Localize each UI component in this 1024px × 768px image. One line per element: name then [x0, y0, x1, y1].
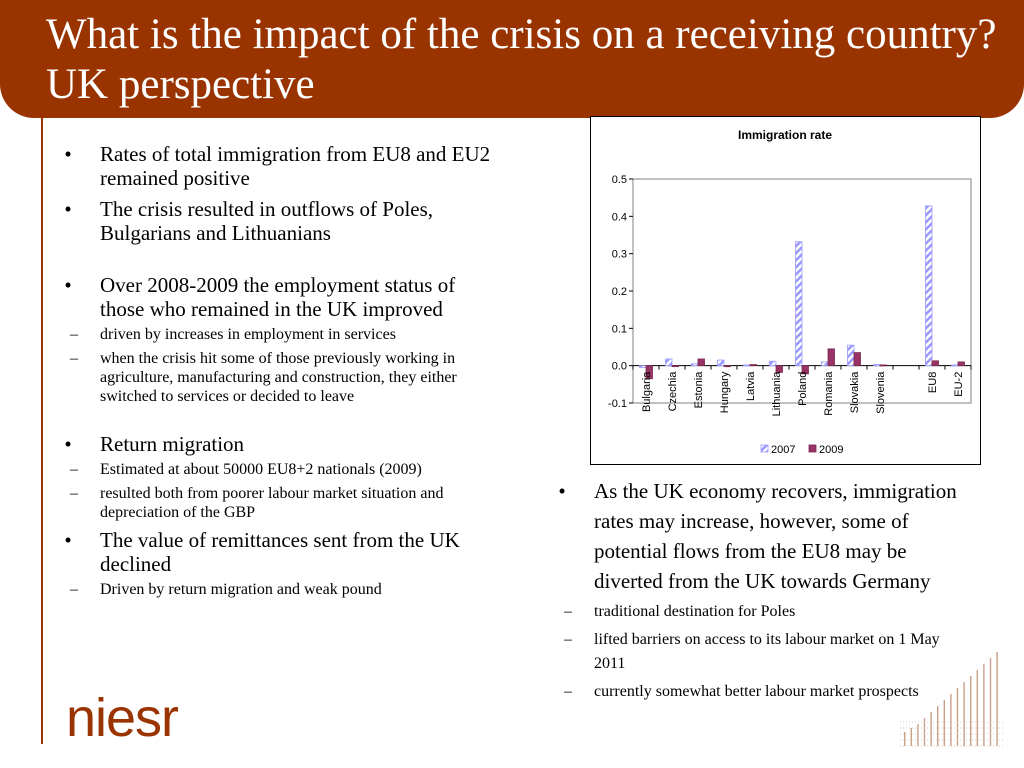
bullet-glyph: •	[64, 273, 72, 297]
niesr-logo: niesr	[66, 688, 179, 748]
bar-2007	[692, 364, 699, 366]
bullet-text: Return migration	[100, 432, 245, 456]
bullet-text: The value of remittances sent from the UK declined	[100, 528, 460, 576]
dash-glyph: –	[70, 350, 78, 367]
logo-bar	[996, 652, 997, 746]
sub-bullet-item	[70, 325, 500, 344]
left-bullet-list	[64, 142, 500, 604]
bar-2007	[640, 366, 647, 368]
bullet-item	[64, 197, 500, 245]
bar-2009	[724, 366, 731, 367]
sub-bullet-item	[70, 460, 500, 479]
bar-2007	[770, 361, 777, 365]
bullet-text: Rates of total immigration from EU8 and EU2 remained positive	[100, 142, 491, 190]
logo-bar	[957, 688, 958, 746]
bar-2007	[848, 345, 855, 366]
x-tick-label: Poland	[797, 371, 809, 406]
logo-bar	[930, 712, 931, 746]
sub-bullet-text: currently somewhat better labour market prospects	[594, 683, 919, 700]
logo-bar	[950, 694, 951, 746]
bullet-glyph: •	[64, 197, 72, 221]
sub-bullet-text: traditional destination for Poles	[594, 603, 796, 620]
logo-bar	[904, 732, 905, 746]
sub-bullet-text: Driven by return migration and weak pound	[100, 581, 382, 598]
legend-swatch-2009	[809, 445, 816, 452]
legend-swatch-2007	[761, 445, 768, 452]
x-tick-label: Romania	[823, 371, 835, 416]
logo-bar	[937, 706, 938, 746]
bullet-glyph: •	[64, 142, 72, 166]
bullet-glyph: •	[558, 479, 566, 503]
sub-bullet-text: lifted barriers on access to its labour market on 1 May 2011	[594, 631, 940, 672]
immigration-rate-chart	[590, 116, 981, 465]
left-rule	[41, 118, 43, 744]
bar-2009	[958, 362, 965, 366]
bullet-glyph: •	[64, 528, 72, 552]
dash-glyph: –	[70, 461, 78, 478]
bullet-text: Over 2008-2009 the employment status of those who remained in the UK improved	[100, 273, 456, 321]
y-tick-label: 0.0	[611, 360, 627, 373]
legend-label-2009: 2009	[819, 444, 844, 456]
dash-glyph: –	[70, 485, 78, 502]
sub-bullet-item	[70, 349, 500, 406]
dash-glyph: –	[564, 631, 572, 648]
bar-2009	[828, 349, 835, 366]
title-bar	[0, 0, 1024, 118]
sub-bullet-item	[70, 580, 500, 599]
bar-2009	[672, 366, 679, 367]
logo-bar	[970, 676, 971, 746]
dash-glyph: –	[70, 326, 78, 343]
logo-bar	[911, 728, 912, 746]
sub-bullet-list	[70, 460, 500, 522]
bullet-item	[64, 273, 500, 406]
dash-glyph: –	[564, 603, 572, 620]
bar-2009	[854, 353, 861, 366]
x-tick-label: Czechia	[667, 371, 679, 412]
sub-bullet-list	[70, 325, 500, 406]
x-tick-label: Estonia	[693, 371, 705, 409]
dash-glyph: –	[564, 683, 572, 700]
y-tick-label: 0.1	[611, 323, 627, 336]
bar-2007	[822, 362, 829, 366]
bullet-item	[64, 528, 500, 599]
sub-bullet-item	[70, 484, 500, 522]
bar-2009	[776, 366, 783, 373]
bar-2009	[750, 365, 757, 366]
y-tick-label: 0.4	[611, 211, 627, 224]
chart-svg	[591, 117, 980, 464]
bar-2009	[932, 361, 939, 366]
slide-title: What is the impact of the crisis on a receiving country? UK perspective	[46, 11, 997, 108]
x-tick-label: EU-2	[953, 371, 965, 397]
dash-glyph: –	[70, 581, 78, 598]
x-tick-label: Slovakia	[849, 371, 861, 414]
bar-2007	[952, 365, 959, 366]
bar-2007	[926, 206, 933, 366]
x-tick-label: EU8	[927, 371, 939, 394]
x-tick-label: Latvia	[745, 371, 757, 402]
logo-bars-graphic	[898, 650, 1008, 750]
x-tick-label: Bulgaria	[641, 371, 653, 413]
logo-bar	[917, 724, 918, 746]
logo-bar	[990, 658, 991, 746]
y-tick-label: -0.1	[608, 398, 627, 410]
sub-bullet-list	[70, 580, 500, 599]
sub-bullet-text: Estimated at about 50000 EU8+2 nationals (2009)	[100, 461, 422, 478]
sub-bullet-text: resulted both from poorer labour market situation and depreciation of the GBP	[100, 485, 444, 521]
y-tick-label: 0.5	[611, 174, 627, 186]
x-tick-label: Slovenia	[875, 371, 887, 414]
logo-bar	[944, 700, 945, 746]
bullet-text: As the UK economy recovers, immigration rates may increase, however, some of potential flows from the EU8 may be diverted from the UK towards Germany	[594, 479, 957, 593]
bar-2009	[880, 365, 887, 366]
logo-bar	[963, 682, 964, 746]
logo-bar	[977, 670, 978, 746]
y-tick-label: 0.3	[611, 248, 627, 261]
chart-title: Immigration rate	[737, 128, 833, 142]
bullet-item	[64, 142, 500, 190]
x-tick-label: Lithuania	[771, 371, 783, 417]
y-tick-label: 0.2	[611, 286, 627, 298]
sub-bullet-text: driven by increases in employment in services	[100, 326, 396, 343]
bar-2009	[698, 359, 705, 366]
bullet-text: The crisis resulted in outflows of Poles, Bulgarians and Lithuanians	[100, 197, 434, 245]
bar-2007	[718, 360, 725, 366]
legend-label-2007: 2007	[771, 444, 796, 456]
x-tick-label: Hungary	[719, 371, 731, 414]
bar-2007	[666, 359, 673, 366]
sub-bullet-item	[564, 600, 974, 624]
bullet-glyph: •	[64, 432, 72, 456]
sub-bullet-text: when the crisis hit some of those previously working in agriculture, manufacturing and construction, they either switched to services or decided to leave	[100, 350, 457, 405]
bullet-item	[64, 432, 500, 522]
bar-2007	[874, 365, 881, 366]
bar-2007	[796, 242, 803, 366]
bar-2007	[744, 365, 751, 366]
